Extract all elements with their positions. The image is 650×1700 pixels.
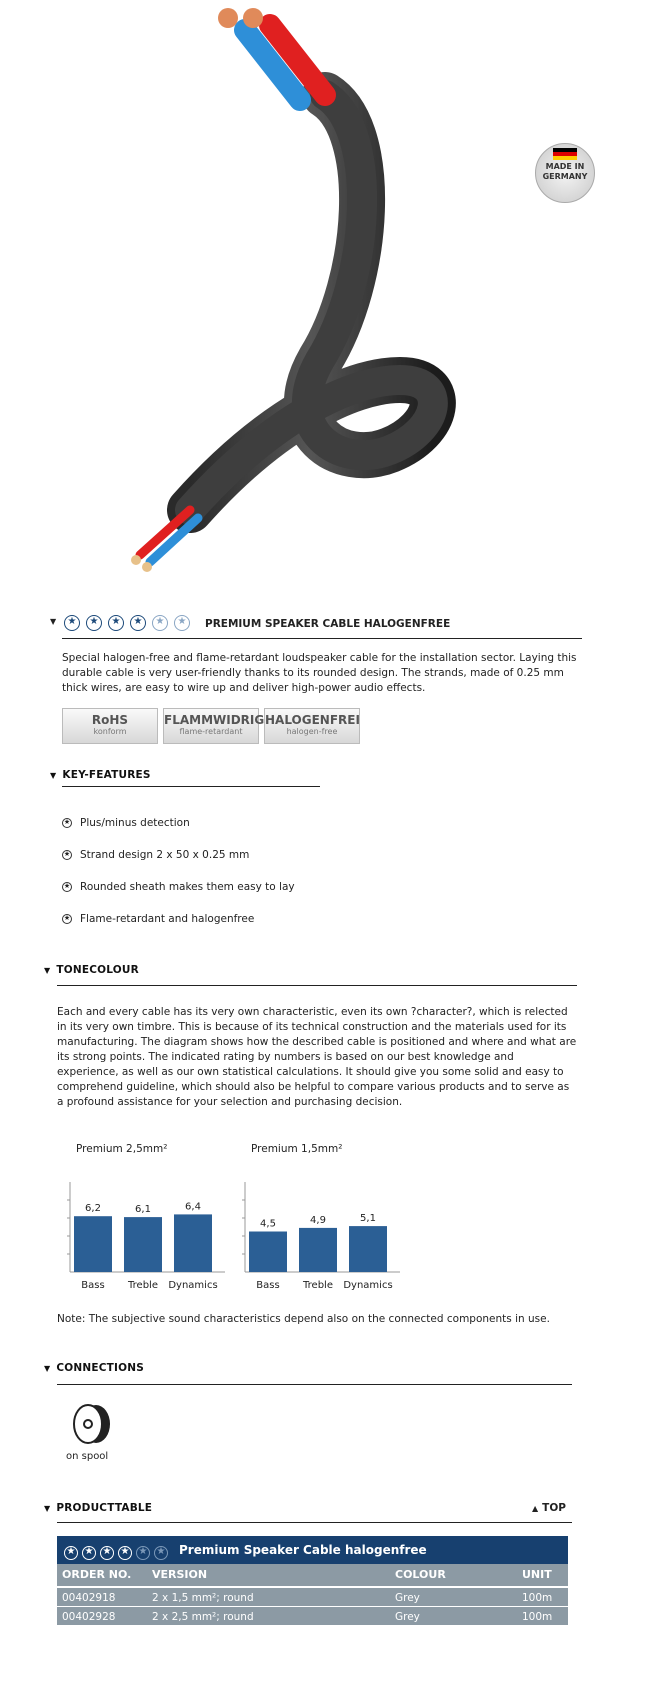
- data-label: 5,1: [360, 1213, 376, 1225]
- triangle-arrow-icon: ▼: [44, 1364, 51, 1373]
- category-label: Dynamics: [343, 1280, 393, 1291]
- product-description: Special halogen-free and flame-retardant loudspeaker cable for the installation sector. Laying this durable cable is very user-friendly thanks to its rounded design. The strands, made of 0.25 mm thick wires, are easy to wire up and deliver high-power audio effects.: [62, 652, 577, 694]
- data-label: 6,4: [185, 1201, 201, 1213]
- version: 2 x 1,5 mm²; round: [152, 1592, 254, 1604]
- cable-image: [120, 0, 480, 590]
- feature-item: ★ Rounded sheath makes them easy to lay: [63, 881, 295, 893]
- star-icon: ★: [152, 615, 168, 631]
- colour: Grey: [395, 1611, 420, 1623]
- star-icon: ★: [174, 615, 190, 631]
- star-icon: ★: [130, 615, 146, 631]
- tonecolour-chart-2-5: [60, 1172, 230, 1292]
- unit: 100m: [522, 1611, 553, 1623]
- bar: [349, 1226, 387, 1272]
- order-no: 00402928: [62, 1611, 116, 1623]
- producttable-columns: [57, 1564, 568, 1586]
- star-icon: ★: [136, 1546, 150, 1560]
- producttable-heading[interactable]: ▼ PRODUCTTABLE: [44, 1502, 153, 1514]
- star-icon: ★: [86, 615, 102, 631]
- key-features-heading[interactable]: ▼ KEY-FEATURES: [50, 769, 151, 781]
- up-arrow-icon: ▲: [532, 1504, 539, 1513]
- category-label: Treble: [303, 1280, 333, 1291]
- table-row[interactable]: [57, 1607, 568, 1625]
- version: 2 x 2,5 mm²; round: [152, 1611, 254, 1623]
- table-row[interactable]: [57, 1588, 568, 1606]
- feature-item: ★ Strand design 2 x 50 x 0.25 mm: [63, 849, 250, 861]
- halogen-free-badge: HALOGENFREI halogen-free: [264, 708, 360, 744]
- chart-title-2: Premium 1,5mm²: [251, 1143, 343, 1155]
- col-colour: COLOUR: [395, 1568, 446, 1581]
- col-version: VERSION: [152, 1568, 208, 1581]
- data-label: 4,9: [310, 1214, 326, 1226]
- bar: [174, 1214, 212, 1272]
- col-order-no: ORDER NO.: [62, 1568, 132, 1581]
- producttable-header: [57, 1536, 568, 1564]
- star-icon: ★: [154, 1546, 168, 1560]
- spool-label: on spool: [66, 1451, 109, 1462]
- bar: [249, 1232, 287, 1273]
- triangle-arrow-icon: ▼: [50, 771, 57, 780]
- feature-item: ★ Flame-retardant and halogenfree: [63, 913, 255, 925]
- unit: 100m: [522, 1592, 553, 1604]
- tonecolour-heading[interactable]: ▼ TONECOLOUR: [44, 964, 139, 976]
- data-label: 4,5: [260, 1218, 276, 1230]
- star-icon: ★: [108, 615, 124, 631]
- product-title: PREMIUM SPEAKER CABLE HALOGENFREE: [205, 618, 451, 630]
- bullet-star-icon: ★: [63, 818, 71, 826]
- triangle-arrow-icon: ▼: [44, 966, 51, 975]
- chart-title-1: Premium 2,5mm²: [76, 1143, 168, 1155]
- bar: [74, 1216, 112, 1272]
- star-icon: ★: [118, 1546, 132, 1560]
- category-label: Treble: [128, 1280, 158, 1291]
- made-in-text: MADE IN: [545, 162, 585, 171]
- order-no: 00402918: [62, 1592, 116, 1604]
- feature-item: ★ Plus/minus detection: [63, 817, 190, 829]
- data-label: 6,1: [135, 1204, 151, 1216]
- rating-stars: [64, 1542, 172, 1561]
- category-label: Bass: [256, 1280, 280, 1291]
- colour: Grey: [395, 1592, 420, 1604]
- triangle-arrow-icon: ▼: [44, 1504, 51, 1513]
- data-label: 6,2: [85, 1203, 101, 1215]
- category-label: Bass: [81, 1280, 105, 1291]
- rating-stars: [64, 612, 196, 631]
- tonecolour-chart-1-5: [235, 1172, 405, 1292]
- category-label: Dynamics: [168, 1280, 218, 1291]
- tonecolour-note: Note: The subjective sound characteristics depend also on the connected components in use.: [57, 1313, 550, 1325]
- star-icon: ★: [64, 1546, 78, 1560]
- flame-retardant-badge: FLAMMWIDRIG flame-retardant: [163, 708, 259, 744]
- bar: [299, 1228, 337, 1272]
- col-unit: UNIT: [522, 1568, 552, 1581]
- bar: [124, 1217, 162, 1272]
- spool-icon: [66, 1400, 116, 1450]
- bullet-star-icon: ★: [63, 850, 71, 858]
- top-link[interactable]: ▲ TOP: [532, 1502, 566, 1514]
- germany-text: GERMANY: [542, 172, 588, 181]
- star-icon: ★: [82, 1546, 96, 1560]
- star-icon: ★: [100, 1546, 114, 1560]
- bullet-star-icon: ★: [63, 882, 71, 890]
- triangle-arrow-icon[interactable]: ▼: [50, 617, 57, 626]
- bullet-star-icon: ★: [63, 914, 71, 922]
- tonecolour-text: Each and every cable has its very own characteristic, even its own ?character?, which is relected in its very own timbre. This is because of its technical construction and the materials used for its manufacturing. The diagram shows how the described cable is positioned and where and what are its strong points. The indicated rating by numbers is based on our best knowledge and experience, as well as our own statistical calculations. It should give you some solid and easy to comprehend guideline, which should also be helpful to compare various products and to serve as a profound assistance for your selection and purchasing decision.: [57, 1006, 577, 1108]
- producttable-title: Premium Speaker Cable halogenfree: [179, 1543, 427, 1557]
- star-icon: ★: [64, 615, 80, 631]
- connections-heading[interactable]: ▼ CONNECTIONS: [44, 1362, 144, 1374]
- made-in-germany-seal: [535, 143, 595, 203]
- rohs-badge: RoHS konform: [62, 708, 158, 744]
